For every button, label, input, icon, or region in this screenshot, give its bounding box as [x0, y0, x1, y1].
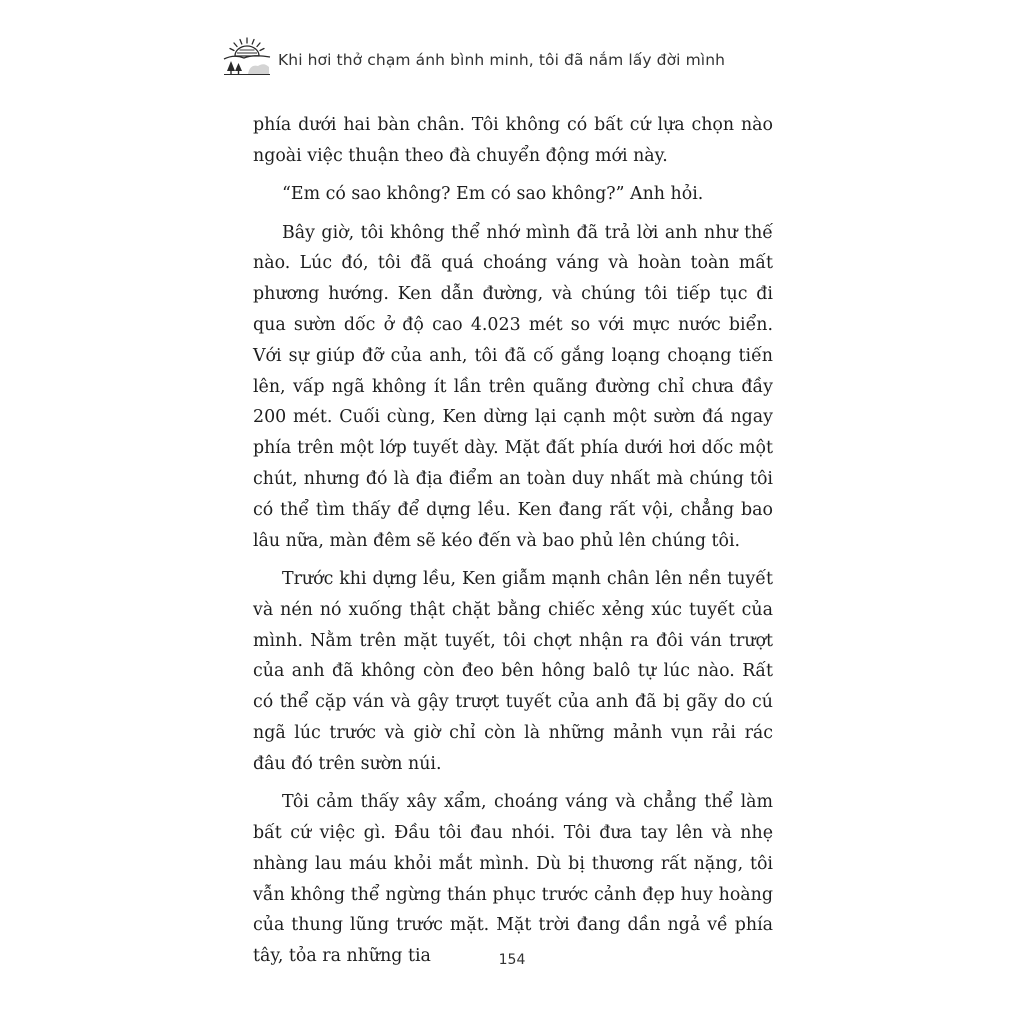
- sunrise-mountain-icon: [222, 34, 272, 78]
- paragraph-4: Trước khi dựng lều, Ken giẫm mạnh chân lên nền tuyết và nén nó xuống thật chặt bằng chiếc xẻng xúc tuyết của mình. Nằm trên mặt tuyết, tôi chợt nhận ra đôi ván trượt của anh đã không còn đeo bên hông balô tự lúc nào. Rất có thể cặp ván và gậy trượt tuyết của anh đã bị gãy do cú ngã lúc trước và giờ chỉ còn là những mảnh vụn rải rác đâu đó trên sườn núi.: [253, 568, 773, 774]
- paragraph-2: “Em có sao không? Em có sao không?” Anh hỏi.: [282, 184, 704, 205]
- body-text: [253, 110, 773, 979]
- paragraph-5: Tôi cảm thấy xây xẩm, choáng váng và chẳng thể làm bất cứ việc gì. Đầu tôi đau nhói. Tôi đưa tay lên và nhẹ nhàng lau máu khỏi mắt mình. Dù bị thương rất nặng, tôi vẫn không thể ngừng thán phục trước cảnh đẹp huy hoàng của thung lũng trước mặt. Mặt trời đang dần ngả về phía tây, tỏa ra những tia: [253, 792, 773, 967]
- running-header: [222, 34, 782, 78]
- running-header-title: Khi hơi thở chạm ánh bình minh, tôi đã nắm lấy đời mình: [278, 51, 726, 69]
- page-number: 154: [498, 952, 526, 968]
- paragraph-1: phía dưới hai bàn chân. Tôi không có bất cứ lựa chọn nào ngoài việc thuận theo đà chuyển động mới này.: [253, 115, 773, 166]
- paragraph-3: Bây giờ, tôi không thể nhớ mình đã trả lời anh như thế nào. Lúc đó, tôi đã quá choáng váng và hoàn toàn mất phương hướng. Ken dẫn đường, và chúng tôi tiếp tục đi qua sườn dốc ở độ cao 4.023 mét so với mực nước biển. Với sự giúp đỡ của anh, tôi đã cố gắng loạng choạng tiến lên, vấp ngã không ít lần trên quãng đường chỉ chưa đầy 200 mét. Cuối cùng, Ken dừng lại cạnh một sườn đá ngay phía trên một lớp tuyết dày. Mặt đất phía dưới hơi dốc một chút, nhưng đó là địa điểm an toàn duy nhất mà chúng tôi có thể tìm thấy để dựng lều. Ken đang rất vội, chẳng bao lâu nữa, màn đêm sẽ kéo đến và bao phủ lên chúng tôi.: [253, 222, 773, 551]
